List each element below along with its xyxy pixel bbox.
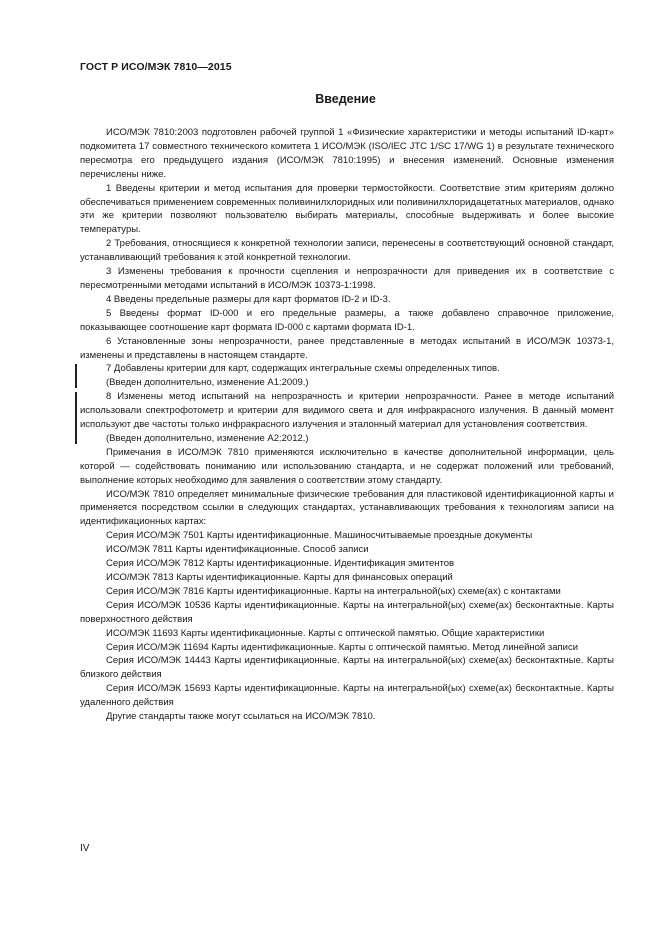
paragraph-item-2: 2 Требования, относящиеся к конкретной технологии записи, перенесены в соответствующий основной стандарт, устанавливающий требования к этой конкретной технологии. [80,238,614,264]
paragraph-notes: Примечания в ИСО/МЭК 7810 применяются исключительно в качестве дополнительной информации, цель которой — содействовать пониманию или использованию стандарта, и не содержат положений или требований, выполнение которых необходимо для заявления о соответствии этому стандарту. [80,446,614,486]
paragraph-item-7: 7 Добавлены критерии для карт, содержащих интегральные схемы определенных типов. [106,363,500,375]
amendment-note-2: (Введен дополнительно, изменение А2:2012.) [106,432,309,444]
standard-ref-7501: Серия ИСО/МЭК 7501 Карты идентификационные. Машиносчитываемые проездные документы [106,530,533,542]
page-number: IV [80,843,90,854]
paragraph-item-8: 8 Изменены метод испытаний на непрозрачность и критерии непрозрачности. Ранее в методе испытаний использовали спектрофотометр и критерии для видимого света и для инфракрасного излучения. В данный момент используют две частоты только инфракрасного излучения и эталонный материал для установления соответствия. [80,391,614,431]
standard-ref-11694: Серия ИСО/МЭК 11694 Карты идентификационные. Карты с оптической памятью. Метод линейной записи [106,641,578,653]
standard-ref-7816: Серия ИСО/МЭК 7816 Карты идентификационные. Карты на интегральной(ых) схеме(ах) с контактами [106,585,561,597]
paragraph-item-1: 1 Введены критерии и метод испытания для проверки термостойкости. Соответствие этим критериям должно обеспечиваться применением современных поливинилхлоридных или поливинилхлоридацетатных материалов, однако эти же критерии позволяют пользователю выбирать материалы, способные выдерживать и более высокие температуры. [80,182,614,236]
change-bar [75,392,77,444]
amendment-block-2 [80,390,614,446]
amendment-note-1: (Введен дополнительно, изменение А1:2009.) [106,377,309,389]
standard-ref-7813: ИСО/МЭК 7813 Карты идентификационные. Карты для финансовых операций [106,572,453,583]
paragraph-item-3: 3 Изменены требования к прочности сцепления и непрозрачности для приведения их в соответствие с пересмотренными методами испытаний в ИСО/МЭК 10373-1:1998. [80,266,614,291]
amendment-block-1 [80,362,614,390]
change-bar [75,364,77,388]
paragraph-item-6: 6 Установленные зоны непрозрачности, ранее представленные в методах испытаний в ИСО/МЭК 10373-1, изменены и представлены в настоящем стандарте. [80,335,614,361]
paragraph-other-standards: Другие стандарты также могут ссылаться на ИСО/МЭК 7810. [106,711,376,723]
body-text [80,126,614,724]
paragraph-item-4: 4 Введены предельные размеры для карт форматов ID-2 и ID-3. [106,293,391,305]
document-header: ГОСТ Р ИСО/МЭК 7810—2015 [80,61,232,73]
standard-ref-11693: ИСО/МЭК 11693 Карты идентификационные. Карты с оптической памятью. Общие характеристики [106,627,545,639]
paragraph-intro: ИСО/МЭК 7810:2003 подготовлен рабочей группой 1 «Физические характеристики и методы испытаний ID-карт» подкомитета 17 совместного технического комитета 1 ИСО/МЭК (ISO/IEC JTC 1/SC 17/WG 1) в результате технического пересмотра его предыдущего издания (ИСО/МЭК 7810:1995) и внесения изменений. Основные изменения перечислены ниже. [80,127,614,180]
standard-ref-10536: Серия ИСО/МЭК 10536 Карты идентификационные. Карты на интегральной(ых) схеме(ах) бесконтактные. Карты поверхностного действия [80,599,614,625]
standard-ref-7811: ИСО/МЭК 7811 Карты идентификационные. Способ записи [106,544,369,556]
section-title: Введение [315,92,376,106]
standard-ref-14443: Серия ИСО/МЭК 14443 Карты идентификационные. Карты на интегральной(ых) схеме(ах) бесконтактные. Карты близкого действия [80,655,614,681]
standard-ref-15693: Серия ИСО/МЭК 15693 Карты идентификационные. Карты на интегральной(ых) схеме(ах) бесконтактные. Карты удаленного действия [80,683,614,709]
paragraph-scope: ИСО/МЭК 7810 определяет минимальные физические требования для пластиковой идентификационной карты и применяется посредством ссылки в следующих стандартах, устанавливающих требования к технологиям записи на идентификационных картах: [80,488,614,528]
paragraph-item-5: 5 Введены формат ID-000 и его предельные размеры, а также добавлено справочное приложение, показывающее соотношение карт формата ID-000 с картами формата ID-1. [80,307,614,333]
standard-ref-7812: Серия ИСО/МЭК 7812 Карты идентификационные. Идентификация эмитентов [106,558,455,570]
